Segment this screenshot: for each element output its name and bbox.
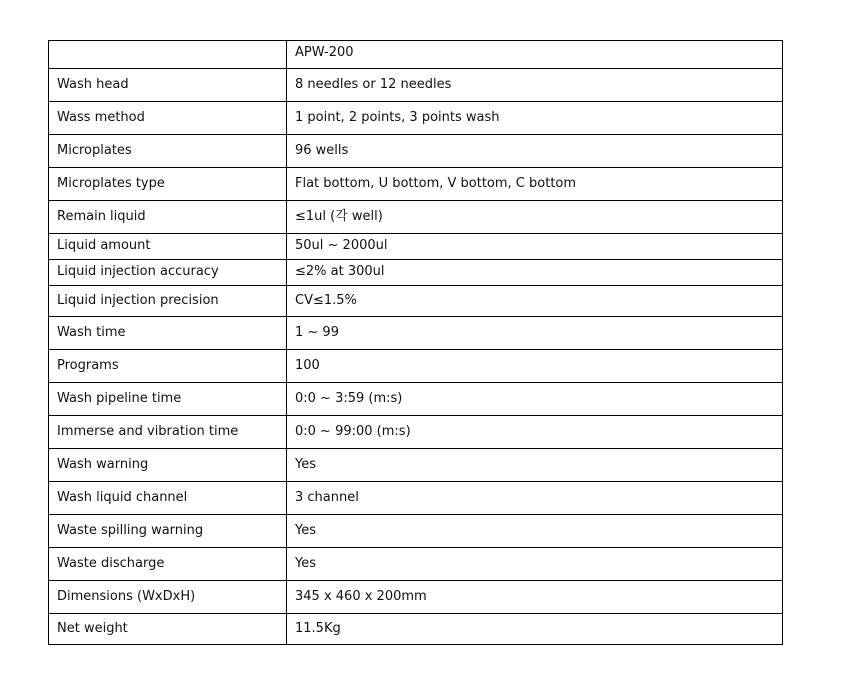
row-value: 100 (287, 350, 783, 383)
row-label: Remain liquid (49, 201, 287, 234)
table-row (49, 614, 783, 645)
spec-table (48, 40, 783, 645)
row-label: Wash warning (49, 449, 287, 482)
table-row (49, 515, 783, 548)
row-value: CV≤1.5% (287, 286, 783, 317)
table-row (49, 234, 783, 260)
table-header-row (49, 41, 783, 69)
row-value: Yes (287, 515, 783, 548)
table-row (49, 449, 783, 482)
table-row (49, 201, 783, 234)
header-label-cell (49, 41, 287, 69)
row-value: 1 ~ 99 (287, 317, 783, 350)
row-label: Liquid injection precision (49, 286, 287, 317)
row-label: Wash pipeline time (49, 383, 287, 416)
row-label: Immerse and vibration time (49, 416, 287, 449)
table-row (49, 260, 783, 286)
table-row (49, 548, 783, 581)
row-value: 11.5Kg (287, 614, 783, 645)
row-value: 0:0 ~ 3:59 (m:s) (287, 383, 783, 416)
row-value: ≤2% at 300ul (287, 260, 783, 286)
table-row (49, 581, 783, 614)
row-label: Microplates (49, 135, 287, 168)
row-label: Programs (49, 350, 287, 383)
table-row (49, 135, 783, 168)
row-label: Dimensions (WxDxH) (49, 581, 287, 614)
row-label: Liquid injection accuracy (49, 260, 287, 286)
row-value: 8 needles or 12 needles (287, 69, 783, 102)
row-label: Liquid amount (49, 234, 287, 260)
row-label: Wash head (49, 69, 287, 102)
row-value: Flat bottom, U bottom, V bottom, C bottom (287, 168, 783, 201)
row-value: 345 x 460 x 200mm (287, 581, 783, 614)
row-value: ≤1ul (각 well) (287, 201, 783, 234)
table-row (49, 383, 783, 416)
table-row (49, 482, 783, 515)
row-label: Waste discharge (49, 548, 287, 581)
row-label: Waste spilling warning (49, 515, 287, 548)
table-row (49, 102, 783, 135)
table-row (49, 317, 783, 350)
table-row (49, 168, 783, 201)
row-value: 96 wells (287, 135, 783, 168)
row-value: 1 point, 2 points, 3 points wash (287, 102, 783, 135)
row-value: 3 channel (287, 482, 783, 515)
row-value: Yes (287, 548, 783, 581)
row-value: Yes (287, 449, 783, 482)
row-label: Net weight (49, 614, 287, 645)
header-model-cell: APW-200 (287, 41, 783, 69)
row-label: Wass method (49, 102, 287, 135)
table-row (49, 69, 783, 102)
table-row (49, 286, 783, 317)
row-value: 0:0 ~ 99:00 (m:s) (287, 416, 783, 449)
row-label: Microplates type (49, 168, 287, 201)
row-label: Wash time (49, 317, 287, 350)
row-value: 50ul ~ 2000ul (287, 234, 783, 260)
row-label: Wash liquid channel (49, 482, 287, 515)
table-row (49, 416, 783, 449)
spec-table-body (49, 41, 783, 645)
table-row (49, 350, 783, 383)
